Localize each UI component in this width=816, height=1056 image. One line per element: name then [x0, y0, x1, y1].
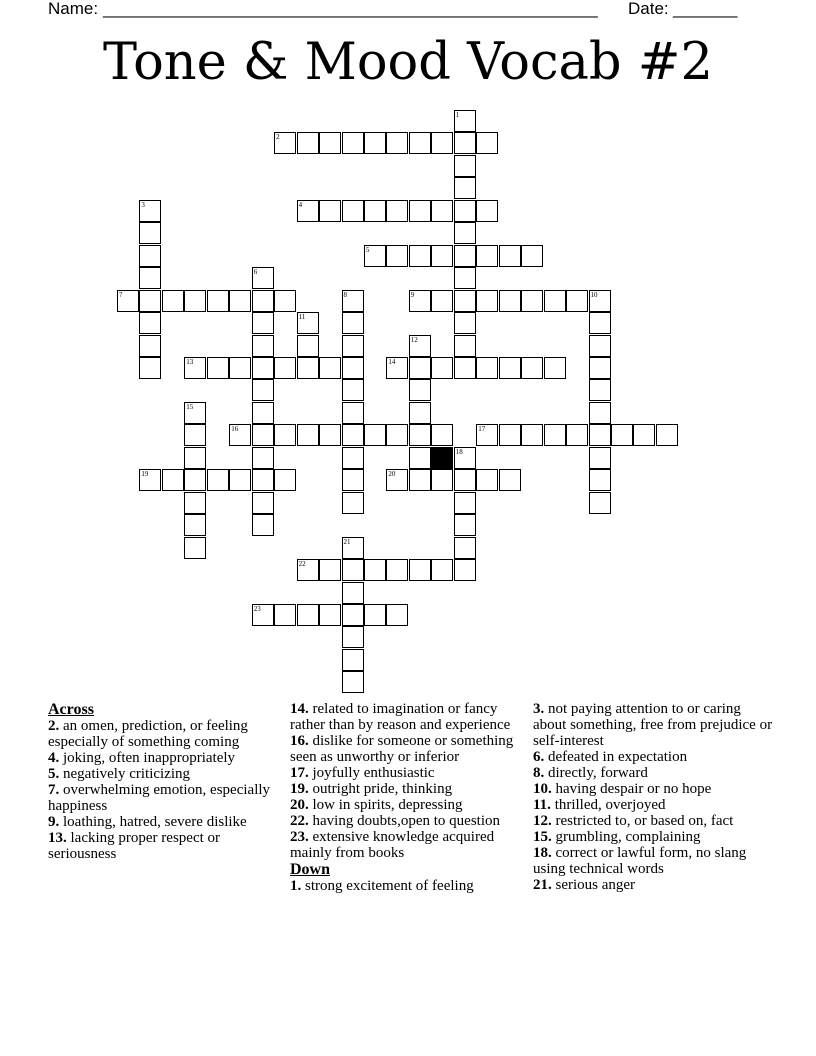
grid-cell[interactable]: [297, 335, 319, 357]
grid-cell[interactable]: [431, 132, 453, 154]
grid-cell[interactable]: [297, 559, 319, 581]
grid-cell[interactable]: [589, 492, 611, 514]
clue-text: serious anger: [551, 877, 636, 893]
grid-cell[interactable]: [454, 559, 476, 581]
clue-item: [48, 782, 283, 814]
cell-number: 9: [410, 290, 415, 299]
cell-number: 8: [343, 290, 347, 299]
clue-number: 9.: [48, 814, 60, 830]
black-cell: [431, 447, 453, 469]
clue-item: [290, 797, 525, 813]
grid-cell[interactable]: [454, 110, 476, 132]
cell-number: 10: [590, 290, 598, 299]
grid-cell[interactable]: [409, 200, 431, 222]
clue-item: [48, 814, 283, 830]
grid-cell[interactable]: [454, 267, 476, 289]
clue-text: related to imagination or fancy rather than by reason and experience: [290, 701, 511, 733]
name-label: Name:: [48, 0, 99, 18]
grid-cell[interactable]: [139, 335, 161, 357]
grid-cell[interactable]: [139, 200, 161, 222]
grid-cell[interactable]: [454, 312, 476, 334]
grid-cell[interactable]: [476, 245, 498, 267]
grid-cell[interactable]: [454, 290, 476, 312]
clue-text: loathing, hatred, severe dislike: [59, 814, 247, 830]
cell-number: 7: [119, 290, 123, 299]
grid-cell[interactable]: [319, 357, 341, 379]
clue-text: thrilled, overjoyed: [550, 797, 666, 813]
grid-cell[interactable]: [386, 357, 408, 379]
grid-cell[interactable]: [252, 312, 274, 334]
clue-item: [533, 829, 773, 845]
grid-cell[interactable]: [252, 379, 274, 401]
grid-cell[interactable]: [589, 402, 611, 424]
clue-text: directly, forward: [544, 765, 648, 781]
date-field[interactable]: _______: [673, 0, 738, 18]
grid-cell[interactable]: [139, 245, 161, 267]
grid-cell[interactable]: [544, 357, 566, 379]
clue-number: 10.: [533, 781, 552, 797]
clue-item: [48, 766, 283, 782]
clue-text: dislike for someone or something seen as unworthy or inferior: [290, 733, 514, 765]
clue-number: 16.: [290, 733, 309, 749]
grid-cell[interactable]: [342, 447, 364, 469]
grid-cell[interactable]: [274, 357, 296, 379]
date-label: Date:: [628, 0, 669, 18]
grid-cell[interactable]: [499, 357, 521, 379]
cell-number: 23: [253, 604, 261, 613]
grid-cell[interactable]: [229, 469, 251, 491]
grid-cell[interactable]: [342, 357, 364, 379]
grid-cell[interactable]: [409, 402, 431, 424]
clue-text: lacking proper respect or seriousness: [48, 830, 221, 862]
grid-cell[interactable]: [409, 335, 431, 357]
clue-text: strong excitement of feeling: [301, 878, 474, 894]
grid-cell[interactable]: [431, 357, 453, 379]
grid-cell[interactable]: [252, 492, 274, 514]
clue-item: [533, 845, 773, 877]
clue-item: [290, 701, 525, 733]
cell-number: 6: [253, 268, 258, 277]
grid-cell[interactable]: [544, 424, 566, 446]
clue-item: [533, 765, 773, 781]
grid-cell[interactable]: [207, 290, 229, 312]
grid-cell[interactable]: [386, 200, 408, 222]
cell-number: 5: [365, 245, 370, 254]
grid-cell[interactable]: [342, 424, 364, 446]
clue-item: [533, 877, 773, 893]
grid-cell[interactable]: [252, 447, 274, 469]
grid-cell[interactable]: [162, 469, 184, 491]
grid-cell[interactable]: [431, 245, 453, 267]
grid-cell[interactable]: [544, 290, 566, 312]
grid-cell[interactable]: [139, 267, 161, 289]
across-heading: Across: [48, 701, 94, 718]
cell-number: 20: [388, 470, 396, 479]
clue-item: [533, 813, 773, 829]
cell-number: 19: [141, 470, 149, 479]
grid-cell[interactable]: [499, 424, 521, 446]
grid-cell[interactable]: [229, 424, 251, 446]
grid-cell[interactable]: [589, 290, 611, 312]
clue-text: low in spirits, depressing: [308, 797, 463, 813]
cell-number: 22: [298, 560, 306, 568]
clue-number: 13.: [48, 830, 67, 846]
clue-number: 8.: [533, 765, 545, 781]
grid-cell[interactable]: [342, 402, 364, 424]
grid-cell[interactable]: [252, 424, 274, 446]
grid-cell[interactable]: [274, 604, 296, 626]
grid-cell[interactable]: [162, 290, 184, 312]
clue-number: 15.: [533, 829, 552, 845]
grid-cell[interactable]: [476, 357, 498, 379]
cell-number: 15: [186, 402, 194, 411]
grid-cell[interactable]: [454, 177, 476, 199]
grid-cell[interactable]: [589, 424, 611, 446]
grid-cell[interactable]: [184, 447, 206, 469]
grid-cell[interactable]: [454, 357, 476, 379]
grid-cell[interactable]: [297, 312, 319, 334]
grid-cell[interactable]: [139, 222, 161, 244]
grid-cell[interactable]: [521, 357, 543, 379]
grid-cell[interactable]: [386, 469, 408, 491]
grid-cell[interactable]: [386, 604, 408, 626]
grid-cell[interactable]: [633, 424, 655, 446]
grid-cell[interactable]: [274, 290, 296, 312]
clue-text: overwhelming emotion, especially happiness: [48, 782, 271, 814]
grid-cell[interactable]: [454, 335, 476, 357]
clue-item: [48, 830, 283, 862]
clue-number: 19.: [290, 781, 309, 797]
grid-cell[interactable]: [499, 469, 521, 491]
grid-cell[interactable]: [409, 357, 431, 379]
grid-cell[interactable]: [319, 559, 341, 581]
grid-cell[interactable]: [297, 604, 319, 626]
grid-cell[interactable]: [117, 290, 139, 312]
clue-text: an omen, prediction, or feeling especially of something coming: [48, 718, 248, 750]
grid-cell[interactable]: [342, 290, 364, 312]
grid-cell[interactable]: [409, 132, 431, 154]
cell-number: 13: [186, 357, 194, 366]
clue-item: [290, 829, 525, 861]
grid-cell[interactable]: [589, 469, 611, 491]
across-clue-list-continued: [290, 701, 525, 861]
clue-number: 14.: [290, 701, 309, 717]
grid-cell[interactable]: [364, 424, 386, 446]
grid-cell[interactable]: [611, 424, 633, 446]
grid-cell[interactable]: [342, 537, 364, 559]
clue-column-3: [533, 701, 773, 893]
grid-cell[interactable]: [431, 559, 453, 581]
grid-cell[interactable]: [319, 424, 341, 446]
clue-item: [533, 797, 773, 813]
grid-cell[interactable]: [386, 424, 408, 446]
cell-number: 21: [343, 537, 351, 546]
grid-cell[interactable]: [342, 649, 364, 671]
grid-cell[interactable]: [319, 132, 341, 154]
grid-cell[interactable]: [229, 290, 251, 312]
clue-number: 12.: [533, 813, 552, 829]
grid-cell[interactable]: [342, 626, 364, 648]
clue-item: [533, 781, 773, 797]
grid-cell[interactable]: [274, 469, 296, 491]
grid-cell[interactable]: [229, 357, 251, 379]
grid-cell[interactable]: [342, 671, 364, 693]
grid-cell[interactable]: [656, 424, 678, 446]
grid-cell[interactable]: [566, 424, 588, 446]
clue-text: having despair or no hope: [551, 781, 712, 797]
grid-cell[interactable]: [342, 200, 364, 222]
grid-cell[interactable]: [454, 447, 476, 469]
grid-cell[interactable]: [297, 200, 319, 222]
clue-text: extensive knowledge acquired mainly from books: [290, 829, 495, 861]
clue-text: correct or lawful form, no slang using technical words: [533, 845, 747, 877]
clue-text: joyfully enthusiastic: [308, 765, 435, 781]
grid-cell[interactable]: [184, 537, 206, 559]
cell-number: 11: [298, 313, 306, 321]
grid-cell[interactable]: [521, 424, 543, 446]
grid-cell[interactable]: [454, 132, 476, 154]
grid-cell[interactable]: [364, 604, 386, 626]
grid-cell[interactable]: [431, 290, 453, 312]
clue-item: [48, 750, 283, 766]
grid-cell[interactable]: [139, 469, 161, 491]
grid-cell[interactable]: [364, 245, 386, 267]
grid-cell[interactable]: [297, 132, 319, 154]
clue-number: 6.: [533, 749, 545, 765]
grid-cell[interactable]: [499, 290, 521, 312]
cell-number: 2: [276, 133, 280, 142]
grid-cell[interactable]: [252, 335, 274, 357]
grid-cell[interactable]: [319, 200, 341, 222]
clue-text: having doubts,open to question: [308, 813, 500, 829]
clue-number: 2.: [48, 718, 60, 734]
clue-item: [290, 813, 525, 829]
clue-item: [290, 781, 525, 797]
across-clue-list: [48, 718, 283, 862]
grid-cell[interactable]: [184, 402, 206, 424]
grid-cell[interactable]: [342, 559, 364, 581]
clue-number: 23.: [290, 829, 309, 845]
clue-item: [533, 749, 773, 765]
clue-number: 1.: [290, 878, 302, 894]
grid-cell[interactable]: [342, 582, 364, 604]
cell-number: 4: [298, 200, 303, 209]
clue-text: restricted to, or based on, fact: [551, 813, 734, 829]
grid-cell[interactable]: [476, 469, 498, 491]
cell-number: 12: [410, 335, 418, 344]
name-field[interactable]: ______________________________________________________: [103, 0, 598, 18]
clue-number: 4.: [48, 750, 60, 766]
grid-cell[interactable]: [386, 132, 408, 154]
grid-cell[interactable]: [454, 514, 476, 536]
clue-number: 7.: [48, 782, 60, 798]
grid-cell[interactable]: [342, 379, 364, 401]
grid-cell[interactable]: [431, 200, 453, 222]
grid-cell[interactable]: [364, 200, 386, 222]
grid-cell[interactable]: [521, 245, 543, 267]
clue-item: [290, 733, 525, 765]
grid-cell[interactable]: [476, 424, 498, 446]
grid-cell[interactable]: [454, 245, 476, 267]
grid-cell[interactable]: [252, 469, 274, 491]
grid-cell[interactable]: [431, 469, 453, 491]
grid-cell[interactable]: [431, 424, 453, 446]
clue-number: 17.: [290, 765, 309, 781]
grid-cell[interactable]: [386, 559, 408, 581]
grid-cell[interactable]: [139, 290, 161, 312]
grid-cell[interactable]: [589, 379, 611, 401]
grid-cell[interactable]: [409, 447, 431, 469]
grid-cell[interactable]: [589, 447, 611, 469]
grid-cell[interactable]: [364, 559, 386, 581]
grid-cell[interactable]: [184, 357, 206, 379]
grid-cell[interactable]: [252, 514, 274, 536]
cell-number: 16: [231, 425, 239, 434]
clue-number: 11.: [533, 797, 551, 813]
down-clue-list-continued: [533, 701, 773, 893]
grid-cell[interactable]: [409, 424, 431, 446]
grid-cell[interactable]: [184, 469, 206, 491]
clue-number: 5.: [48, 766, 60, 782]
grid-cell[interactable]: [207, 357, 229, 379]
grid-cell[interactable]: [409, 379, 431, 401]
grid-cell[interactable]: [252, 357, 274, 379]
grid-cell[interactable]: [252, 267, 274, 289]
grid-cell[interactable]: [499, 245, 521, 267]
cell-number: 1: [455, 111, 460, 119]
down-clue-list: [290, 878, 525, 894]
clue-number: 22.: [290, 813, 309, 829]
grid-cell[interactable]: [476, 290, 498, 312]
grid-cell[interactable]: [184, 290, 206, 312]
grid-cell[interactable]: [386, 245, 408, 267]
grid-cell[interactable]: [589, 312, 611, 334]
clue-number: 18.: [533, 845, 552, 861]
grid-cell[interactable]: [589, 335, 611, 357]
grid-cell[interactable]: [409, 469, 431, 491]
grid-cell[interactable]: [274, 132, 296, 154]
grid-cell[interactable]: [184, 514, 206, 536]
cell-number: 18: [455, 447, 463, 456]
grid-cell[interactable]: [409, 559, 431, 581]
clue-item: [290, 878, 525, 894]
grid-cell[interactable]: [184, 424, 206, 446]
grid-cell[interactable]: [139, 357, 161, 379]
grid-cell[interactable]: [454, 537, 476, 559]
clue-text: not paying attention to or caring about something, free from prejudice or self-interest: [533, 701, 773, 749]
grid-cell[interactable]: [252, 604, 274, 626]
clue-number: 3.: [533, 701, 545, 717]
grid-cell[interactable]: [589, 357, 611, 379]
clue-number: 20.: [290, 797, 309, 813]
grid-cell[interactable]: [476, 200, 498, 222]
grid-cell[interactable]: [274, 424, 296, 446]
clue-number: 21.: [533, 877, 552, 893]
grid-cell[interactable]: [342, 469, 364, 491]
clue-text: outright pride, thinking: [308, 781, 453, 797]
grid-cell[interactable]: [454, 222, 476, 244]
grid-cell[interactable]: [207, 469, 229, 491]
grid-cell[interactable]: [184, 492, 206, 514]
grid-cell[interactable]: [454, 469, 476, 491]
clue-column-1: [48, 701, 283, 862]
cell-number: 17: [478, 425, 486, 434]
down-heading: Down: [290, 861, 331, 878]
grid-cell[interactable]: [342, 312, 364, 334]
grid-cell[interactable]: [319, 604, 341, 626]
grid-cell[interactable]: [342, 492, 364, 514]
grid-cell[interactable]: [454, 492, 476, 514]
grid-cell[interactable]: [342, 132, 364, 154]
grid-cell[interactable]: [409, 290, 431, 312]
grid-cell[interactable]: [566, 290, 588, 312]
clue-text: grumbling, complaining: [551, 829, 701, 845]
grid-cell[interactable]: [521, 290, 543, 312]
grid-cell[interactable]: [342, 335, 364, 357]
clue-item: [290, 765, 525, 781]
grid-cell[interactable]: [364, 132, 386, 154]
clue-text: negatively criticizing: [59, 766, 191, 782]
grid-cell[interactable]: [252, 402, 274, 424]
grid-cell[interactable]: [454, 200, 476, 222]
page-title: Tone & Mood Vocab #2: [103, 33, 713, 92]
grid-cell[interactable]: [476, 132, 498, 154]
grid-cell[interactable]: [342, 604, 364, 626]
grid-cell[interactable]: [297, 424, 319, 446]
clue-text: joking, often inappropriately: [59, 750, 236, 766]
cell-number: 14: [388, 357, 396, 366]
clue-column-2: [290, 701, 525, 894]
grid-cell[interactable]: [139, 312, 161, 334]
clue-item: [48, 718, 283, 750]
grid-cell[interactable]: [454, 155, 476, 177]
grid-cell[interactable]: [252, 290, 274, 312]
grid-cell[interactable]: [409, 245, 431, 267]
cell-number: 3: [141, 200, 145, 209]
grid-cell[interactable]: [297, 357, 319, 379]
clue-text: defeated in expectation: [544, 749, 688, 765]
clue-item: [533, 701, 773, 749]
